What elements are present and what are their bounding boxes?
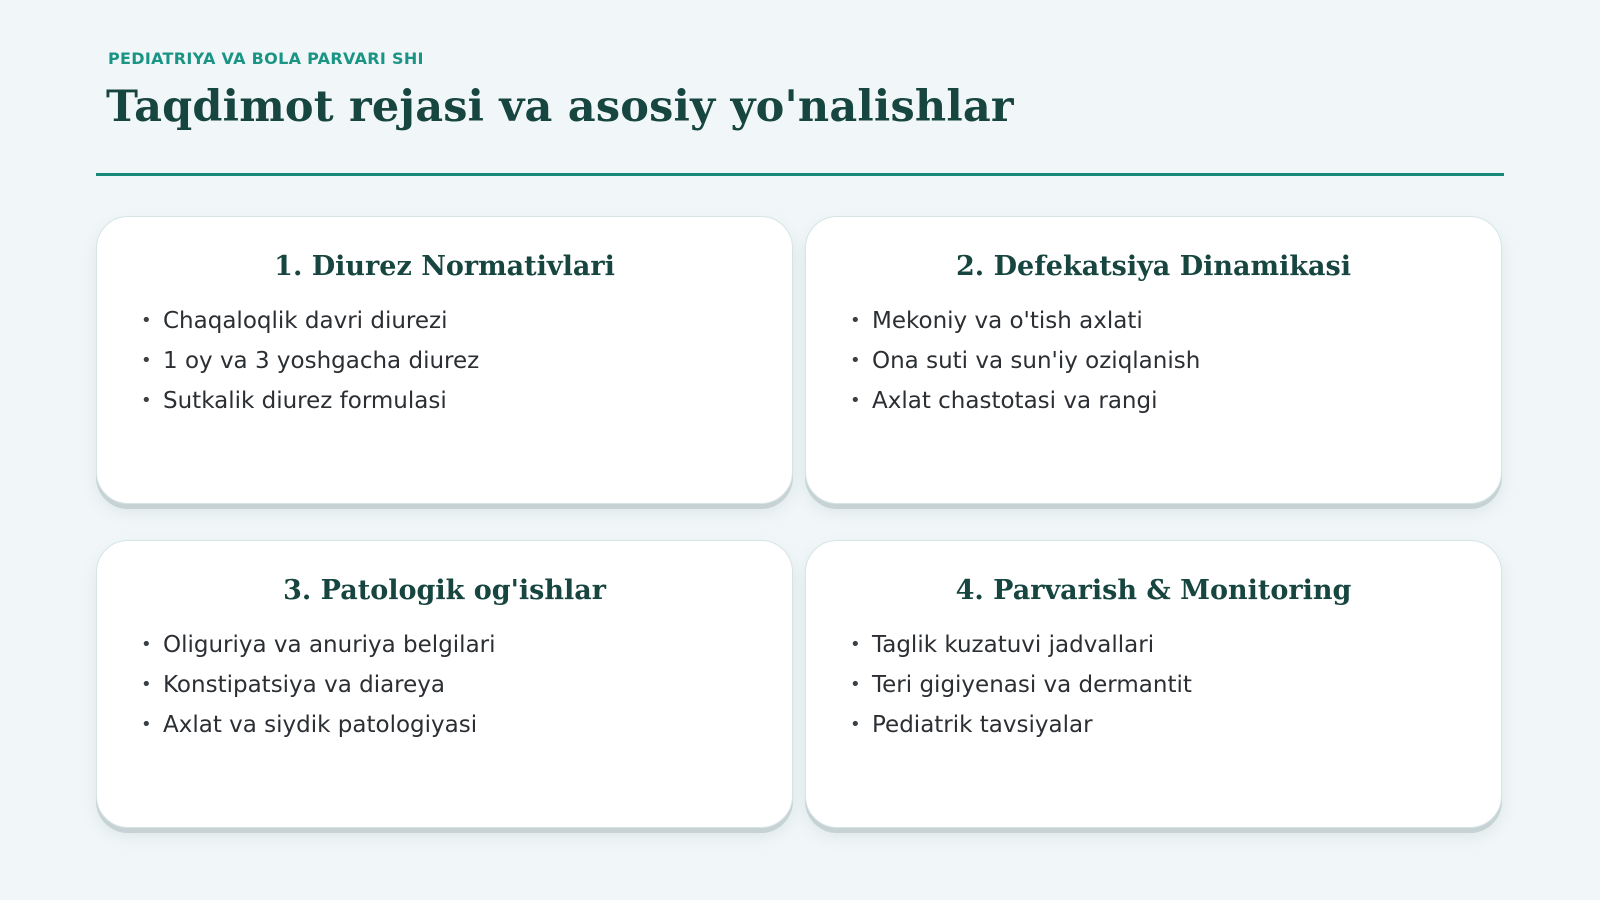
topic-card-parvarish xyxy=(805,540,1502,828)
bullet-item: • Axlat va siydik patologiyasi xyxy=(141,705,496,745)
card-bullet-list xyxy=(850,625,1192,745)
topic-card-defekatsiya xyxy=(805,216,1502,504)
card-bullet-list xyxy=(141,301,479,421)
topic-grid xyxy=(96,216,1504,832)
card-bullet-list xyxy=(141,625,496,745)
bullet-item: • Sutkalik diurez formulasi xyxy=(141,381,479,421)
card-title: 1. Diurez Normativlari xyxy=(274,251,615,282)
bullet-item: • Mekoniy va o'tish axlati xyxy=(850,301,1200,341)
bullet-item: • 1 oy va 3 yoshgacha diurez xyxy=(141,341,479,381)
bullet-item: • Ona suti va sun'iy oziqlanish xyxy=(850,341,1200,381)
bullet-item: • Teri gigiyenasi va dermantit xyxy=(850,665,1192,705)
title-divider xyxy=(96,173,1504,176)
bullet-item: • Chaqaloqlik davri diurezi xyxy=(141,301,479,341)
bullet-item: • Konstipatsiya va diareya xyxy=(141,665,496,705)
topic-card-diurez xyxy=(96,216,793,504)
section-kicker: PEDIATRIYA VA BOLA PARVARI SHI xyxy=(108,49,424,68)
topic-card-patologik xyxy=(96,540,793,828)
bullet-item: • Axlat chastotasi va rangi xyxy=(850,381,1200,421)
bullet-item: • Taglik kuzatuvi jadvallari xyxy=(850,625,1192,665)
card-bullet-list xyxy=(850,301,1200,421)
bullet-item: • Oliguriya va anuriya belgilari xyxy=(141,625,496,665)
bullet-item: • Pediatrik tavsiyalar xyxy=(850,705,1192,745)
page-title: Taqdimot rejasi va asosiy yo'nalishlar xyxy=(106,82,1014,132)
card-title: 4. Parvarish & Monitoring xyxy=(955,575,1352,606)
card-title: 3. Patologik og'ishlar xyxy=(283,575,606,606)
card-title: 2. Defekatsiya Dinamikasi xyxy=(956,251,1351,282)
